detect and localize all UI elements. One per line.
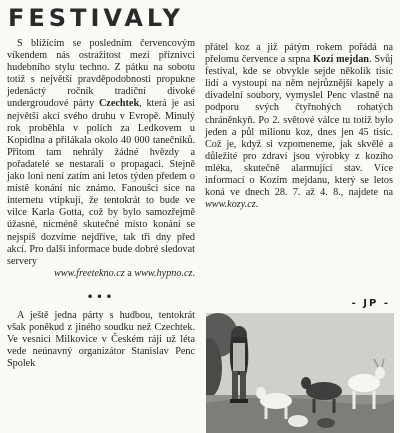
article-column-left [7,38,195,370]
paragraph-kozi-mejdan [205,42,393,211]
link-kozy[interactable]: www.kozy.cz [205,199,256,211]
link-hypno[interactable]: www.hypno.cz [134,267,193,279]
paragraph-kozi-intro [7,310,195,370]
article-column-right [205,42,393,211]
link-separator: a [124,267,135,279]
paragraph-text: S blížícím se posledním červencovým víkendem nás ostražitost mezi příznivci hudebního stylu techno. Z pátku na sobotu totiž s největší pravděpodobností propukne jedenáctý ročník tradiční divoké undergroudové párty [7,38,195,110]
link-freetekno[interactable]: www.freetekno.cz [53,267,125,279]
paragraph-text: přátel koz a již pátým rokem pořádá na přelomu července a srpna [205,42,393,66]
event-name-kozi-mejdan: Kozí mejdan [312,54,369,66]
paragraph-czechtek [7,38,195,268]
paragraph-text: . Svůj festival, kde se obvykle sejde několik tisíc lidí a vystoupí na něm nejrůznější kapely a divadelní soubory, vymyslel Penc vlastně na podporu svých čtyřnohých rohatých chráněnkyň. Po 2. světové válce tu totiž bylo jeden a půl milionu koz, dnes jen 45 tisíc. Což je, když si vzpomeneme, jak skvělé a důležité pro zdraví jsou výrobky z kozího mléka, skutečně alarmující stav. Více informací o Kozím mejdanu, který se letos koná ve dnech 28. 7. až 4. 8., najdete na [205,54,394,199]
author-signature: - JP - [351,298,390,309]
paragraph-text: A ještě jedna párty s hudbou, tentokrát však poněkud z jiného soudku než Czechtek. Ve vesnici Milkovice v Českém ráji už léta vede neúnavný organizátor Stanislav Penc Spolek [7,309,195,370]
festival-photo [206,313,394,433]
section-divider-dots: ••• [86,291,116,303]
punctuation: . [192,267,195,279]
paragraph-text: , která je asi největší akcí svého druhu v Evropě. Minulý rok proběhla v polích za Ledkovem u Kopidlna a přilákala okolo 40 000 tanečníků. Přitom tam nehrály žádné hvězdy a pořadatelé se nestarali o propagaci. Stejně jako loni není zatím ani letos týden předem o místě konání nic známo. Fanoušci sice na internetu vtipkují, že tentokrát to bude ve vilce Karla Gotta, což by bylo samozřejmě úžasné, nicméně skutečné místo konání se nejspíš dozvíme nejdříve, tak tři dny před akcí. Pro další informace bude dobré sledovat servery [7,98,195,267]
punctuation: . [255,199,259,211]
section-title: FESTIVALY [8,4,184,32]
links-line [7,268,195,280]
event-name-czechtek: Czechtek [98,98,140,110]
photo-illustration [206,313,394,433]
